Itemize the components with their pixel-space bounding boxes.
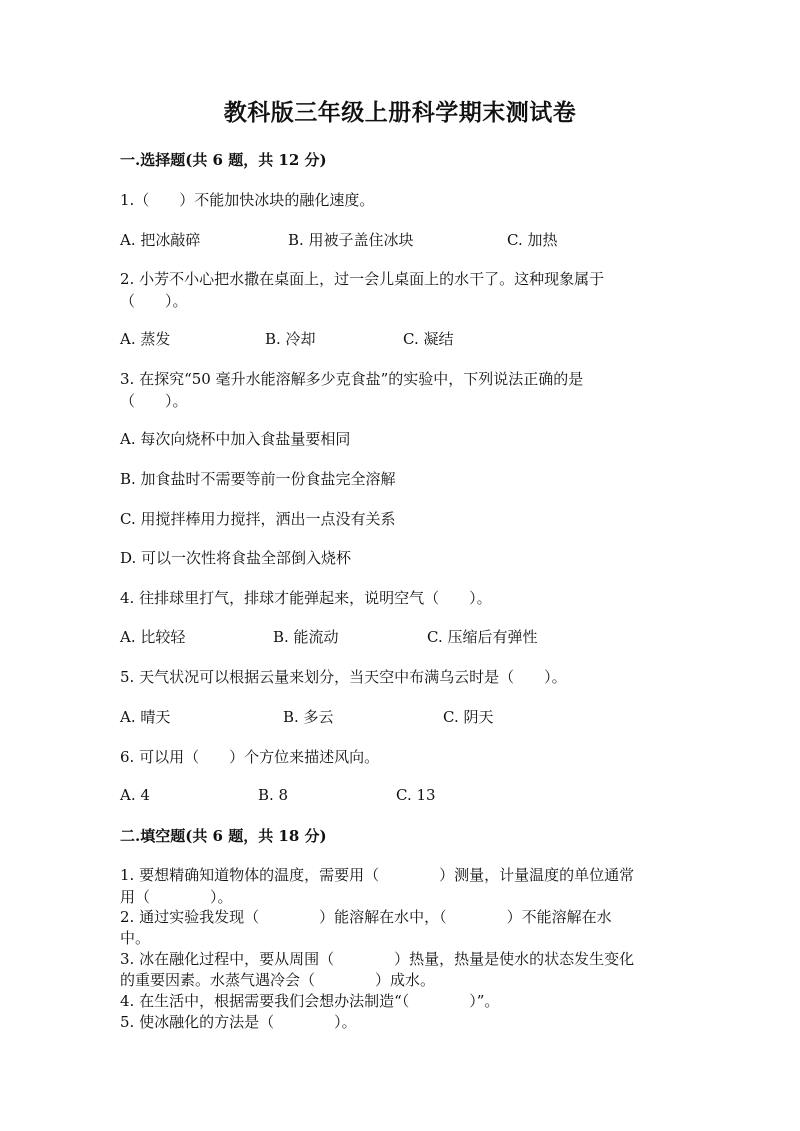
fill-line-8: 5. 使冰融化的方法是（ ）。 [120,1013,357,1031]
q1-option-c: C. 加热 [507,231,558,249]
q2-option-b: B. 冷却 [265,330,316,348]
question-1: 1.（ ）不能加快冰块的融化速度。 [120,191,375,209]
fill-line-4: 中。 [120,929,151,947]
q6-option-b: B. 8 [258,786,289,804]
q1-option-b: B. 用被子盖住冰块 [288,231,414,249]
q3-option-d: D. 可以一次性将食盐全部倒入烧杯 [120,549,352,567]
fill-line-2: 用（ ）。 [120,888,233,906]
q6-option-c: C. 13 [396,786,436,804]
fill-line-7: 4. 在生活中，根据需要我们会想办法制造“（ ）”。 [120,992,500,1010]
question-3-line-1: 3. 在探究“50 毫升水能溶解多少克食盐”的实验中，下列说法正确的是 [120,370,584,388]
fill-line-1: 1. 要想精确知道物体的温度，需要用（ ）测量，计量温度的单位通常 [120,866,635,884]
q4-option-a: A. 比较轻 [120,628,186,646]
fill-line-5: 3. 冰在融化过程中，要从周围（ ）热量，热量是使水的状态发生变化 [120,950,635,968]
q3-option-b: B. 加食盐时不需要等前一份食盐完全溶解 [120,470,396,488]
q4-option-b: B. 能流动 [273,628,339,646]
q2-option-a: A. 蒸发 [120,330,171,348]
page-title: 教科版三年级上册科学期末测试卷 [223,99,577,126]
q5-option-b: B. 多云 [283,708,334,726]
question-6: 6. 可以用（ ）个方位来描述风向。 [120,748,380,766]
q2-option-c: C. 凝结 [403,330,454,348]
fill-line-6: 的重要因素。水蒸气遇冷会（ ）成水。 [120,971,436,989]
q4-option-c: C. 压缩后有弹性 [427,628,538,646]
question-2-line-2: （ ）。 [120,292,188,310]
q6-option-a: A. 4 [120,786,150,804]
question-3-line-2: （ ）。 [120,392,188,410]
question-5: 5. 天气状况可以根据云量来划分，当天空中布满乌云时是（ ）。 [120,668,567,686]
q3-option-a: A. 每次向烧杯中加入食盐量要相同 [120,430,351,448]
question-2-line-1: 2. 小芳不小心把水撒在桌面上，过一会儿桌面上的水干了。这种现象属于 [120,270,605,288]
fill-line-3: 2. 通过实验我发现（ ）能溶解在水中，（ ）不能溶解在水 [120,908,612,926]
section-heading-choice: 一.选择题(共 6 题，共 12 分) [120,151,327,169]
q3-option-c: C. 用搅拌棒用力搅拌，洒出一点没有关系 [120,510,396,528]
q5-option-c: C. 阴天 [443,708,494,726]
q5-option-a: A. 晴天 [120,708,171,726]
question-4: 4. 往排球里打气，排球才能弹起来，说明空气（ ）。 [120,589,492,607]
q1-option-a: A. 把冰敲碎 [120,231,201,249]
section-heading-fill: 二.填空题(共 6 题，共 18 分) [120,827,327,845]
